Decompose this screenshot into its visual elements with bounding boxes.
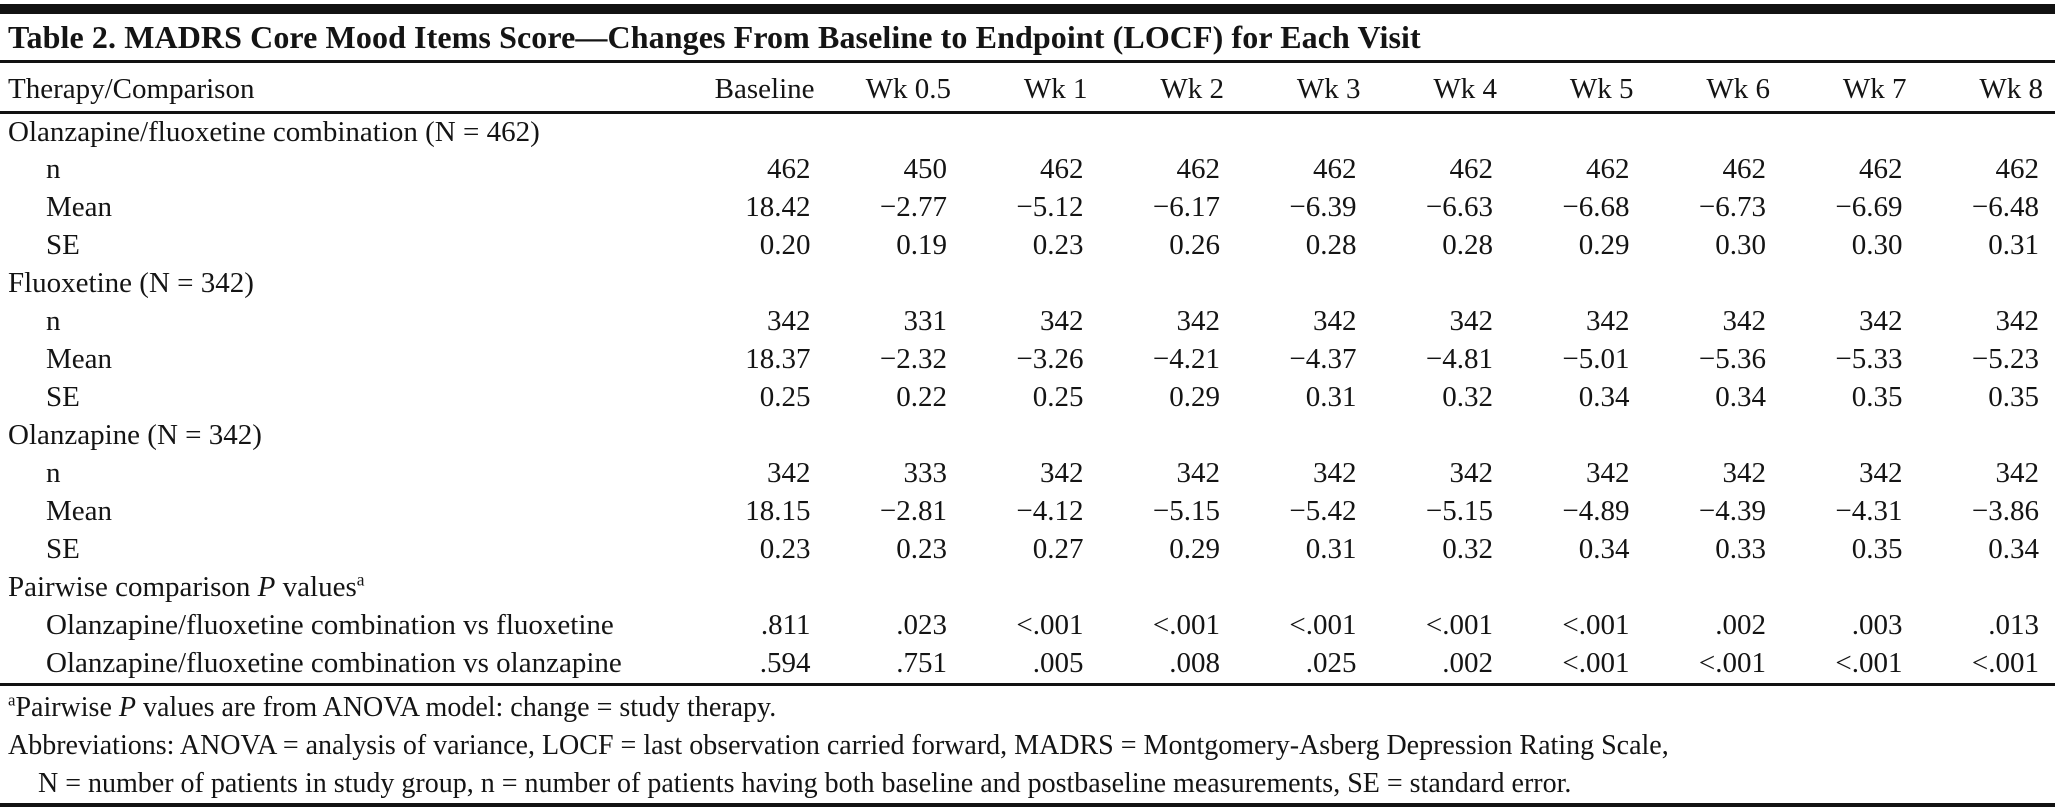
- section-header-row: [0, 113, 2055, 151]
- value-cell: 0.28: [1305, 229, 1357, 261]
- row-label: n: [46, 457, 61, 489]
- value-cell: 0.23: [896, 533, 947, 565]
- column-header: Wk 3: [1236, 63, 1373, 113]
- table-row: [0, 227, 2055, 265]
- top-bar-rule: [0, 4, 2055, 14]
- text-part: P: [118, 691, 136, 723]
- text-part: Pairwise: [15, 691, 119, 723]
- value-cell: 18.37: [745, 343, 811, 375]
- value-cell: −2.81: [879, 495, 947, 527]
- text-part: Pairwise comparison: [8, 571, 258, 603]
- value-cell: 342: [1859, 305, 1903, 337]
- table-row: [0, 493, 2055, 531]
- value-cell: 0.20: [759, 229, 811, 261]
- column-header: Wk 1: [963, 63, 1100, 113]
- value-cell: <.001: [1562, 647, 1630, 679]
- value-cell: 0.34: [1578, 381, 1630, 413]
- column-header: Wk 0.5: [827, 63, 964, 113]
- row-label: Olanzapine/fluoxetine combination vs olanzapine: [46, 647, 622, 679]
- table-row: [0, 341, 2055, 379]
- value-cell: .811: [760, 609, 811, 641]
- value-cell: 0.34: [1988, 533, 2039, 565]
- value-cell: 0.31: [1988, 229, 2039, 261]
- value-cell: 0.29: [1169, 381, 1220, 413]
- value-cell: 0.32: [1442, 381, 1493, 413]
- value-cell: 0.32: [1442, 533, 1493, 565]
- value-cell: <.001: [1425, 609, 1493, 641]
- column-header: Wk 7: [1782, 63, 1919, 113]
- value-cell: −5.01: [1562, 343, 1630, 375]
- value-cell: −5.15: [1152, 495, 1220, 527]
- table-row: [0, 531, 2055, 569]
- value-cell: 342: [1176, 305, 1220, 337]
- value-cell: .003: [1851, 609, 1903, 641]
- value-cell: −6.73: [1698, 191, 1766, 223]
- value-cell: 462: [1449, 153, 1493, 185]
- value-cell: .005: [1032, 647, 1084, 679]
- column-header-therapy: Therapy/Comparison: [0, 63, 690, 113]
- value-cell: 462: [1722, 153, 1766, 185]
- footnote-line: [8, 765, 2047, 803]
- value-cell: 462: [767, 153, 811, 185]
- value-cell: <.001: [1289, 609, 1357, 641]
- value-cell: 342: [1722, 457, 1766, 489]
- value-cell: −5.15: [1425, 495, 1493, 527]
- value-cell: −3.86: [1971, 495, 2039, 527]
- text-part: a: [356, 569, 365, 590]
- value-cell: −5.36: [1698, 343, 1766, 375]
- row-label: SE: [46, 381, 80, 413]
- text-part: a: [8, 690, 16, 710]
- value-cell: −6.69: [1835, 191, 1903, 223]
- text-part: Olanzapine (N = 342): [8, 419, 262, 451]
- table-row: [0, 645, 2055, 683]
- section-header: [0, 265, 2055, 303]
- row-label: SE: [46, 229, 80, 261]
- value-cell: .013: [1988, 609, 2039, 641]
- row-label: Mean: [46, 343, 113, 375]
- value-cell: −4.39: [1698, 495, 1766, 527]
- value-cell: .025: [1305, 647, 1357, 679]
- header-row: [0, 63, 2055, 113]
- value-cell: 342: [1040, 305, 1084, 337]
- table-row: [0, 151, 2055, 189]
- value-cell: 462: [1995, 153, 2039, 185]
- value-cell: 0.35: [1851, 533, 1903, 565]
- value-cell: −6.68: [1562, 191, 1630, 223]
- value-cell: 331: [903, 305, 947, 337]
- value-cell: 0.33: [1715, 533, 1766, 565]
- section-header-row: [0, 417, 2055, 455]
- value-cell: −2.32: [879, 343, 947, 375]
- row-label: Mean: [46, 495, 113, 527]
- value-cell: 0.19: [896, 229, 947, 261]
- value-cell: −5.12: [1016, 191, 1084, 223]
- value-cell: 342: [1586, 457, 1630, 489]
- value-cell: 462: [1586, 153, 1630, 185]
- value-cell: 0.29: [1169, 533, 1220, 565]
- value-cell: 0.35: [1988, 381, 2039, 413]
- value-cell: 342: [1313, 457, 1357, 489]
- value-cell: 342: [1995, 457, 2039, 489]
- table-row: [0, 455, 2055, 493]
- table-head: [0, 63, 2055, 113]
- section-header: [0, 417, 2055, 455]
- madrs-data-table: [0, 63, 2055, 683]
- value-cell: 0.30: [1851, 229, 1903, 261]
- value-cell: −4.31: [1835, 495, 1903, 527]
- value-cell: 342: [1722, 305, 1766, 337]
- value-cell: .002: [1715, 609, 1766, 641]
- value-cell: −5.33: [1835, 343, 1903, 375]
- value-cell: 0.31: [1305, 381, 1357, 413]
- table-row: [0, 189, 2055, 227]
- value-cell: .002: [1442, 647, 1493, 679]
- value-cell: 18.42: [745, 191, 811, 223]
- value-cell: 0.29: [1578, 229, 1630, 261]
- table-row: [0, 303, 2055, 341]
- value-cell: −6.63: [1425, 191, 1493, 223]
- text-part: P: [257, 571, 276, 603]
- value-cell: <.001: [1152, 609, 1220, 641]
- value-cell: 18.15: [745, 495, 811, 527]
- row-label: Mean: [46, 191, 113, 223]
- value-cell: <.001: [1971, 647, 2039, 679]
- value-cell: .023: [896, 609, 947, 641]
- text-part: Olanzapine/fluoxetine combination (N = 462): [8, 115, 540, 148]
- value-cell: 342: [1995, 305, 2039, 337]
- value-cell: 462: [1313, 153, 1357, 185]
- value-cell: 0.22: [896, 381, 947, 413]
- value-cell: 462: [1176, 153, 1220, 185]
- footnote-line: [8, 689, 2047, 727]
- table-row: [0, 379, 2055, 417]
- value-cell: −3.26: [1016, 343, 1084, 375]
- value-cell: 0.27: [1032, 533, 1084, 565]
- footnotes-block: [0, 686, 2055, 803]
- column-header: Wk 6: [1646, 63, 1783, 113]
- value-cell: −4.21: [1152, 343, 1220, 375]
- section-header-row: [0, 569, 2055, 607]
- value-cell: <.001: [1698, 647, 1766, 679]
- value-cell: −6.39: [1289, 191, 1357, 223]
- bottom-rule: [0, 803, 2055, 807]
- value-cell: 342: [767, 305, 811, 337]
- value-cell: 342: [1449, 305, 1493, 337]
- value-cell: −5.42: [1289, 495, 1357, 527]
- value-cell: 0.23: [759, 533, 811, 565]
- value-cell: .751: [896, 647, 947, 679]
- row-label: n: [46, 305, 61, 337]
- section-header: [0, 569, 2055, 607]
- row-label: SE: [46, 533, 80, 565]
- value-cell: −2.77: [879, 191, 947, 223]
- value-cell: −4.89: [1562, 495, 1630, 527]
- text-part: values: [275, 571, 357, 603]
- value-cell: 0.26: [1169, 229, 1220, 261]
- value-cell: 0.31: [1305, 533, 1357, 565]
- value-cell: −4.12: [1016, 495, 1084, 527]
- table-row: [0, 607, 2055, 645]
- table-body: [0, 113, 2055, 683]
- value-cell: −4.37: [1289, 343, 1357, 375]
- value-cell: −6.17: [1152, 191, 1220, 223]
- text-part: Fluoxetine (N = 342): [8, 267, 254, 299]
- value-cell: −5.23: [1971, 343, 2039, 375]
- value-cell: 342: [1040, 457, 1084, 489]
- value-cell: 0.23: [1032, 229, 1084, 261]
- value-cell: 462: [1859, 153, 1903, 185]
- value-cell: 0.28: [1442, 229, 1493, 261]
- value-cell: 0.25: [1032, 381, 1084, 413]
- value-cell: 342: [1176, 457, 1220, 489]
- value-cell: .008: [1169, 647, 1220, 679]
- value-cell: −4.81: [1425, 343, 1493, 375]
- value-cell: 0.34: [1715, 381, 1766, 413]
- value-cell: 342: [1449, 457, 1493, 489]
- table-title: Table 2. MADRS Core Mood Items Score—Changes From Baseline to Endpoint (LOCF) for Each Visit: [8, 19, 1421, 55]
- value-cell: 0.25: [759, 381, 811, 413]
- column-header: Baseline: [690, 63, 827, 113]
- value-cell: .594: [759, 647, 811, 679]
- value-cell: 342: [1859, 457, 1903, 489]
- section-header: [0, 113, 2055, 151]
- column-header: Wk 4: [1373, 63, 1510, 113]
- value-cell: 342: [1313, 305, 1357, 337]
- value-cell: 0.35: [1851, 381, 1903, 413]
- column-header: Wk 5: [1509, 63, 1646, 113]
- footnote-line: [8, 727, 2047, 765]
- value-cell: 342: [1586, 305, 1630, 337]
- column-header: Wk 8: [1919, 63, 2055, 113]
- section-header-row: [0, 265, 2055, 303]
- text-part: Abbreviations: ANOVA = analysis of variance, LOCF = last observation carried forward, MADRS = Montgomery-Asberg Depression Rating Scale,: [8, 729, 1669, 761]
- value-cell: 333: [903, 457, 947, 489]
- value-cell: <.001: [1835, 647, 1903, 679]
- row-label: Olanzapine/fluoxetine combination vs fluoxetine: [46, 609, 614, 641]
- value-cell: −6.48: [1971, 191, 2039, 223]
- value-cell: 0.34: [1578, 533, 1630, 565]
- value-cell: <.001: [1016, 609, 1084, 641]
- value-cell: 342: [767, 457, 811, 489]
- value-cell: <.001: [1562, 609, 1630, 641]
- column-header: Wk 2: [1100, 63, 1237, 113]
- row-label: n: [46, 153, 61, 185]
- value-cell: 462: [1040, 153, 1084, 185]
- text-part: N = number of patients in study group, n = number of patients having both baseline and postbaseline measurements, SE = standard error.: [38, 767, 1572, 799]
- value-cell: 450: [903, 153, 947, 185]
- value-cell: 0.30: [1715, 229, 1766, 261]
- text-part: values are from ANOVA model: change = study therapy.: [136, 691, 777, 723]
